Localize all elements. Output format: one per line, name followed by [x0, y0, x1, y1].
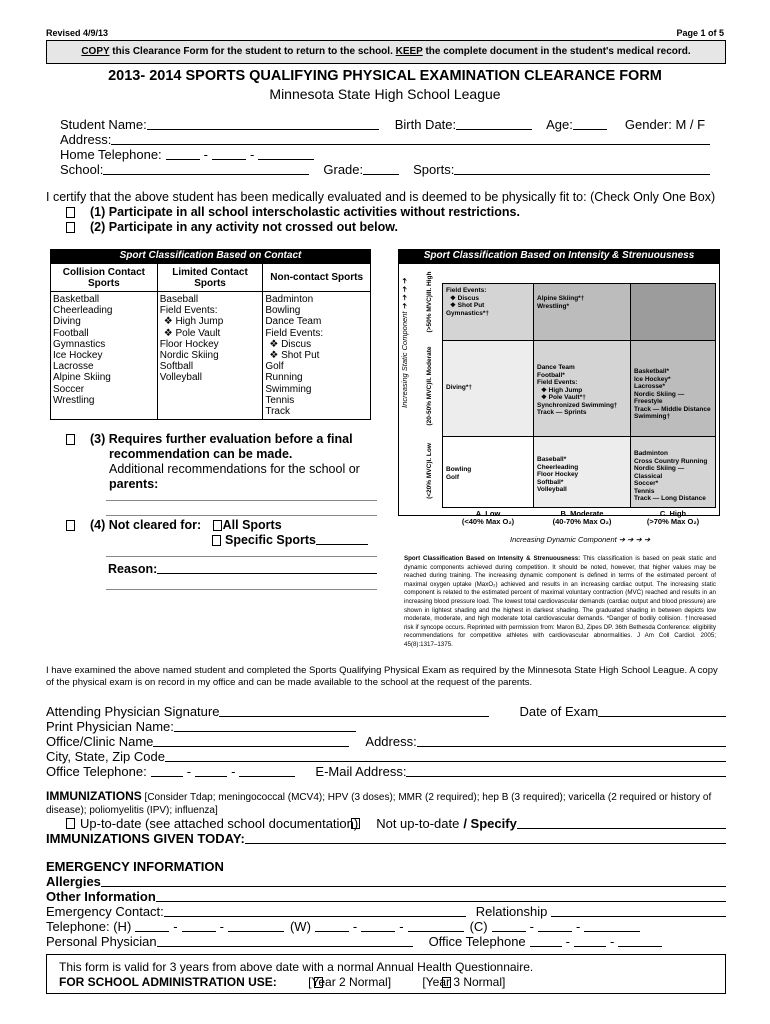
city-field[interactable] [165, 750, 726, 762]
cell-low-b: Baseball* Cheerleading Floor Hockey Softball* Volleyball [533, 436, 631, 508]
option-1-checkbox[interactable] [66, 207, 75, 218]
address-row: Address: [60, 132, 710, 147]
home-tel-prefix[interactable] [212, 148, 246, 160]
limited-header: Limited Contact Sports [157, 264, 263, 292]
reason-field[interactable] [157, 562, 377, 574]
office-address-field[interactable] [417, 735, 726, 747]
row-moderate-label: (20-50% MVC)II. Moderate [426, 346, 433, 426]
specific-sports-row: Specific Sports [212, 533, 368, 547]
cell-moderate-a: Diving*† [442, 340, 534, 437]
col-b-label: B. Moderate (40-70% Max O₂) [552, 509, 612, 526]
list-item: ❖ High Jump [163, 316, 224, 328]
list-item: Tennis [265, 394, 295, 406]
list-item: Field Events: [265, 327, 324, 339]
collision-header: Collision Contact Sports [51, 264, 158, 292]
uptodate-checkbox[interactable] [66, 818, 75, 829]
birth-date-field[interactable] [456, 118, 532, 130]
list-item: Baseball [159, 294, 199, 305]
validity-text: This form is valid for 3 years from above date with a normal Annual Health Questionnaire. [59, 960, 534, 974]
collision-list [51, 292, 158, 420]
personal-physician-field[interactable] [157, 935, 413, 947]
list-item: Dance Team [265, 316, 322, 328]
print-name-row: Print Physician Name: [46, 719, 356, 734]
list-item: Lacrosse [53, 361, 94, 373]
recommendation-line-2[interactable] [106, 515, 377, 516]
emergency-contact-field[interactable] [164, 905, 466, 917]
limited-list [157, 292, 263, 420]
intensity-title: Sport Classification Based on Intensity & Strenuousness [398, 249, 720, 263]
revised-date: Revised 4/9/13 [46, 28, 109, 38]
grade-field[interactable] [363, 163, 399, 175]
allergies-field[interactable] [101, 875, 726, 887]
cell-high-a: Field Events: ❖ Discus ❖ Shot Put Gymnastics*† [442, 283, 534, 341]
list-item: Field Events: [159, 305, 218, 317]
specify-field[interactable] [517, 817, 726, 829]
physician-tel-prefix[interactable] [574, 935, 606, 947]
cell-low-c: Badminton Cross Country Running Nordic Skiing — Classical Soccer* Tennis Track — Long Distance [630, 436, 716, 508]
print-name-field[interactable] [174, 720, 356, 732]
email-field[interactable] [406, 765, 726, 777]
list-item: ❖ Pole Vault [163, 327, 221, 339]
tel-c-prefix[interactable] [538, 920, 572, 932]
gender-select[interactable]: Gender: M / F [624, 117, 706, 132]
other-info-row: Other Information [46, 889, 726, 904]
tel-c-area[interactable] [492, 920, 526, 932]
list-item: Cheerleading [53, 305, 113, 317]
office-tel-line[interactable] [239, 765, 295, 777]
given-today-field[interactable] [245, 832, 726, 844]
cell-high-c [630, 283, 716, 341]
sports-field[interactable] [454, 163, 710, 175]
option-3-checkbox[interactable] [66, 434, 75, 445]
recommendation-line-1[interactable] [106, 500, 377, 501]
home-tel-line[interactable] [258, 148, 314, 160]
list-item: Soccer [53, 383, 85, 395]
contact-table-title: Sport Classification Based on Contact [50, 249, 371, 263]
allergies-row: Allergies [46, 874, 726, 889]
noncontact-list [263, 292, 371, 420]
list-item: Basketball [53, 294, 100, 305]
cell-moderate-c: Basketball* Ice Hockey* Lacrosse* Nordic Skiing — Freestyle Track — Middle Distance Swimming† [630, 340, 716, 437]
option-2: (2) Participate in any activity not crossed out below. [66, 220, 398, 234]
list-item: Gymnastics [53, 338, 106, 350]
row-low-label: (<20% MVC)I. Low [426, 443, 433, 499]
office-tel-prefix[interactable] [195, 765, 227, 777]
tel-h-line[interactable] [228, 920, 284, 932]
list-item: ❖ Shot Put [269, 350, 320, 362]
col-a-label: A. Low (<40% Max O₂) [461, 509, 515, 526]
office-tel-area[interactable] [151, 765, 183, 777]
option-4-checkbox[interactable] [66, 520, 75, 531]
list-item: Floor Hockey [159, 338, 219, 350]
relationship-field[interactable] [551, 905, 726, 917]
form-title: 2013- 2014 SPORTS QUALIFYING PHYSICAL EXAMINATION CLEARANCE FORM [108, 68, 662, 84]
admin-use-row: FOR SCHOOL ADMINISTRATION USE: [Year 2 Normal] [Year 3 Normal] [59, 975, 506, 989]
signature-row: Attending Physician Signature Date of Exam [46, 704, 726, 719]
tel-h-prefix[interactable] [182, 920, 216, 932]
exam-statement: I have examined the above named student and completed the Sports Qualifying Physical Exam as required by the Minnesota State High School League. A copy of the physical exam is on record in my office and can be made available to the school at the request of the parents. [46, 665, 718, 688]
option-4: (4) Not cleared for: All Sports [66, 518, 282, 532]
tel-w-area[interactable] [315, 920, 349, 932]
contact-classification-table [50, 249, 371, 420]
other-info-field[interactable] [156, 890, 726, 902]
home-telephone-row: Home Telephone: - - [60, 147, 314, 162]
list-item: Diving [53, 316, 81, 328]
list-item: Track [265, 406, 290, 418]
age-field[interactable] [573, 118, 607, 130]
notice-text: COPY this Clearance Form for the student to return to the school. KEEP the complete document in the student's medical record. [81, 46, 691, 57]
home-tel-area[interactable] [166, 148, 200, 160]
not-uptodate-checkbox[interactable] [351, 818, 360, 829]
cell-high-b: Alpine Skiing*† Wrestling* [533, 283, 631, 341]
school-row: School: Grade: Sports: [60, 162, 710, 177]
physician-tel-area[interactable] [530, 935, 562, 947]
year2-checkbox[interactable] [314, 977, 323, 988]
noncontact-header: Non-contact Sports [263, 264, 371, 292]
student-name-field[interactable] [147, 118, 379, 130]
student-name-row: Student Name: Birth Date: Age: Gender: M / F [60, 117, 706, 132]
year3-checkbox[interactable] [442, 977, 451, 988]
all-sports-checkbox[interactable] [213, 520, 222, 531]
list-item: Golf [265, 361, 284, 373]
list-item: Nordic Skiing [159, 350, 219, 362]
option-2-checkbox[interactable] [66, 222, 75, 233]
row-high-label: (>50% MVC)III. High [426, 271, 433, 333]
tel-w-prefix[interactable] [361, 920, 395, 932]
admin-box [46, 954, 726, 994]
specific-sports-checkbox[interactable] [212, 535, 221, 546]
list-item: Bowling [265, 305, 301, 317]
option-1: (1) Participate in all school interscholastic activities without restrictions. [66, 205, 520, 219]
classification-note: Sport Classification Based on Intensity & Strenuousness: This classification is based on peak static and dynamic components achieved during competition. It should be noted, however, that higher values may be reached during training. The increasing dynamic component is defined in terms of the estimated percent of maximal oxygen uptake (MaxO₂) achieved and results in an increasing cardiac output. The increasing static component is related to the estimated percent of maximal voluntary contraction (MVC) reached and results in an increasing blood pressure load. The lowest total cardiovascular demands (cardiac output and blood pressure) are shown in lightest shading and the highest in darkest shading. The graduated shading in between depicts low moderate, moderate, and high moderate total cardiovascular demands. *Danger of bodily collision. †Increased risk if syncope occurs. Reprinted with permission from: Maron BJ, Zipes DP. 36th Bethesda Conference: eligibility recommendations for competitive athletes with cardiovascular abnormalities. J Am Coll Cardiol. 2005; 45(8):1317–1375. [404, 555, 716, 648]
telephone-row: Telephone: (H) - - (W) - - (C) - - [46, 919, 640, 934]
list-item: Alpine Skiing [53, 372, 111, 384]
specific-sports-line[interactable] [106, 556, 377, 557]
list-item: ❖ Discus [269, 338, 312, 350]
cell-low-a: Bowling Golf [442, 436, 534, 508]
city-row: City, State, Zip Code [46, 749, 726, 764]
office-row: Office/Clinic Name Address: [46, 734, 726, 749]
list-item: Swimming [265, 383, 312, 395]
physician-tel-line[interactable] [618, 935, 662, 947]
emergency-title: EMERGENCY INFORMATION [46, 859, 224, 874]
list-item: Running [265, 372, 303, 384]
tel-c-line[interactable] [584, 920, 640, 932]
page-number: Page 1 of 5 [676, 28, 724, 38]
col-c-label: C. High (>70% Max O₂) [646, 509, 700, 526]
list-item: Wrestling [53, 394, 95, 406]
address-field[interactable] [111, 133, 710, 145]
list-item: Ice Hockey [53, 350, 103, 362]
immunizations-info: IMMUNIZATIONS [Consider Tdap; meningococcal (MCV4); HPV (3 doses); MMR (2 required); hep B (3 required); varicella (2 required or history of disease); poliomyelitis (IPV); influenza] [46, 789, 712, 816]
notice-box [46, 40, 726, 64]
form-subtitle: Minnesota State High School League [269, 86, 501, 102]
certify-statement: I certify that the above student has been medically evaluated and is deemed to be physically fit to: (Check Only One Box) [46, 190, 716, 204]
tel-w-line[interactable] [408, 920, 464, 932]
tel-h-area[interactable] [135, 920, 169, 932]
option-3: (3) Requires further evaluation before a final recommendation can be made. Additional recommendations for the school or parents: [66, 432, 360, 492]
list-item: Softball [159, 361, 194, 373]
specific-sports-field[interactable] [316, 533, 368, 545]
list-item: Volleyball [159, 372, 202, 384]
office-telephone-row: Office Telephone: - - E-Mail Address: [46, 764, 726, 779]
static-axis-label: Increasing Static Component ➔ ➔ ➔ ➔ [400, 278, 409, 408]
list-item: Badminton [265, 294, 314, 305]
exam-date-field[interactable] [598, 705, 726, 717]
school-field[interactable] [103, 163, 309, 175]
signature-field[interactable] [219, 705, 489, 717]
reason-line-2[interactable] [106, 589, 377, 590]
reason-row: Reason: [108, 562, 377, 576]
physician-row: Personal Physician Office Telephone - - [46, 934, 662, 949]
given-today-row: IMMUNIZATIONS GIVEN TODAY: [46, 831, 726, 846]
office-name-field[interactable] [153, 735, 349, 747]
cell-moderate-b: Dance Team Football* Field Events: ❖ High Jump ❖ Pole Vault*† Synchronized Swimming† Track — Sprints [533, 340, 631, 437]
emergency-contact-row: Emergency Contact: Relationship [46, 904, 726, 919]
list-item: Football [53, 327, 89, 339]
immunization-status-row: Up-to-date (see attached school documentation) Not up-to-date / Specify [66, 816, 726, 831]
dynamic-axis-label: Increasing Dynamic Component ➔ ➔ ➔ ➔ [510, 535, 651, 544]
